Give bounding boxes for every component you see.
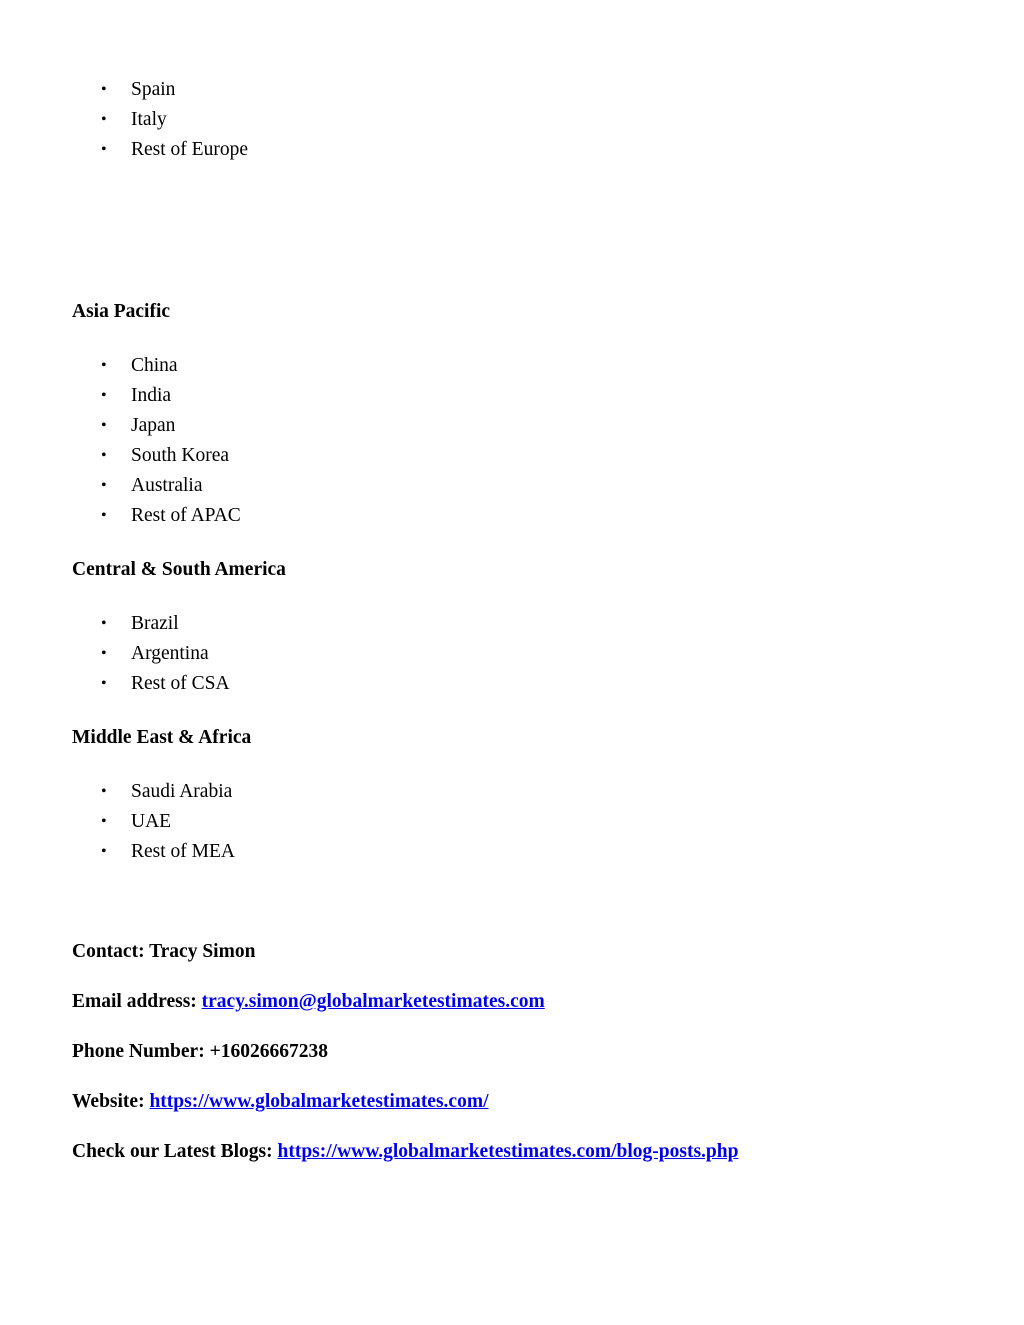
list-item bbox=[0, 612, 230, 642]
list-item bbox=[0, 474, 241, 504]
email-label: Email address: bbox=[72, 991, 202, 1012]
bullet-icon: • bbox=[101, 141, 107, 158]
list-item bbox=[0, 840, 235, 870]
central-south-america-country-list bbox=[0, 612, 230, 702]
list-item bbox=[0, 108, 248, 138]
bullet-icon: • bbox=[101, 387, 107, 404]
website-line bbox=[72, 1090, 489, 1114]
list-item-label: Australia bbox=[131, 475, 203, 496]
bullet-icon: • bbox=[101, 675, 107, 692]
bullet-icon: • bbox=[101, 615, 107, 632]
list-item-label: South Korea bbox=[131, 445, 230, 466]
bullet-icon: • bbox=[101, 447, 107, 464]
bullet-icon: • bbox=[101, 645, 107, 662]
website-label: Website: bbox=[72, 1091, 150, 1112]
list-item bbox=[0, 444, 241, 474]
list-item-label: India bbox=[131, 385, 172, 406]
bullet-icon: • bbox=[101, 813, 107, 830]
list-item-label: Italy bbox=[131, 109, 167, 130]
list-item bbox=[0, 642, 230, 672]
list-item-label: Saudi Arabia bbox=[131, 781, 233, 802]
list-item bbox=[0, 504, 241, 534]
bullet-icon: • bbox=[101, 111, 107, 128]
list-item-label: Brazil bbox=[131, 613, 179, 634]
bullet-icon: • bbox=[101, 477, 107, 494]
list-item-label: China bbox=[131, 355, 178, 376]
list-item bbox=[0, 384, 241, 414]
list-item bbox=[0, 414, 241, 444]
europe-country-list bbox=[0, 78, 248, 168]
middle-east-africa-country-list bbox=[0, 780, 235, 870]
bullet-icon: • bbox=[101, 417, 107, 434]
central-south-america-heading: Central & South America bbox=[72, 559, 286, 580]
website-link[interactable]: https://www.globalmarketestimates.com/ bbox=[149, 1091, 489, 1112]
blogs-label: Check our Latest Blogs: bbox=[72, 1141, 278, 1162]
blogs-link[interactable]: https://www.globalmarketestimates.com/blog-posts.php bbox=[277, 1141, 739, 1162]
bullet-icon: • bbox=[101, 783, 107, 800]
middle-east-africa-heading: Middle East & Africa bbox=[72, 727, 252, 748]
asia-pacific-heading: Asia Pacific bbox=[72, 301, 171, 322]
contact-name-line: Contact: Tracy Simon bbox=[72, 941, 256, 962]
list-item bbox=[0, 78, 248, 108]
bullet-icon: • bbox=[101, 843, 107, 860]
list-item-label: Rest of Europe bbox=[131, 139, 248, 160]
bullet-icon: • bbox=[101, 81, 107, 98]
bullet-icon: • bbox=[101, 507, 107, 524]
list-item bbox=[0, 138, 248, 168]
email-link[interactable]: tracy.simon@globalmarketestimates.com bbox=[201, 991, 545, 1012]
list-item bbox=[0, 354, 241, 384]
list-item-label: Spain bbox=[131, 79, 176, 100]
asia-pacific-country-list bbox=[0, 354, 241, 534]
bullet-icon: • bbox=[101, 357, 107, 374]
list-item-label: Argentina bbox=[131, 643, 209, 664]
email-line bbox=[72, 990, 545, 1014]
list-item-label: Rest of APAC bbox=[131, 505, 241, 526]
list-item-label: Rest of CSA bbox=[131, 673, 230, 694]
list-item bbox=[0, 780, 235, 810]
blogs-line bbox=[72, 1140, 738, 1164]
list-item-label: Rest of MEA bbox=[131, 841, 235, 862]
list-item-label: Japan bbox=[131, 415, 176, 436]
list-item-label: UAE bbox=[131, 811, 172, 832]
phone-line: Phone Number: +16026667238 bbox=[72, 1041, 328, 1062]
list-item bbox=[0, 810, 235, 840]
list-item bbox=[0, 672, 230, 702]
